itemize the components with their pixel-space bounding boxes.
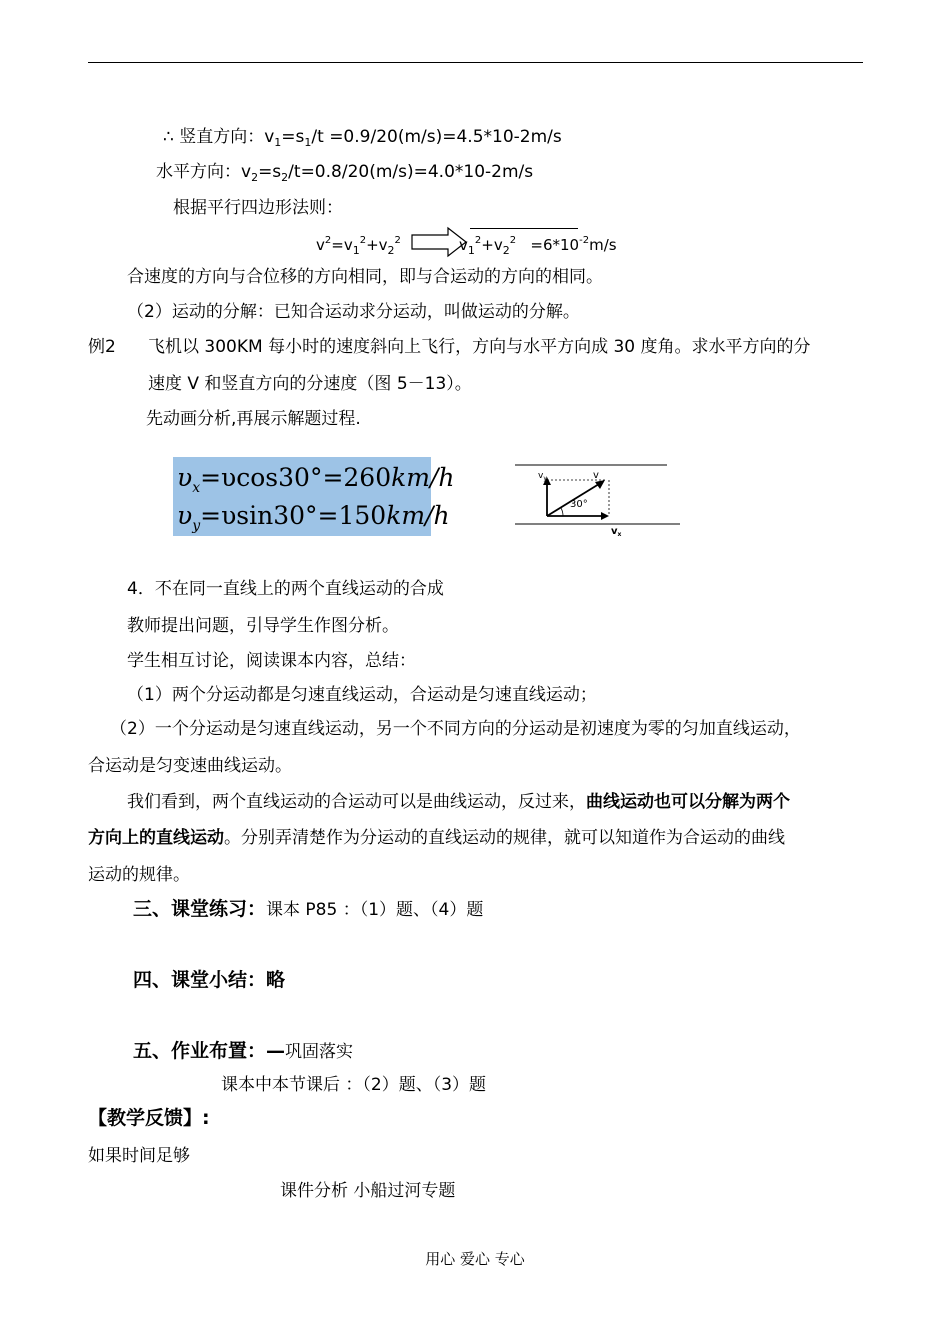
paragraph-8: 运动的规律。 (88, 865, 190, 885)
example-2-line-1: 飞机以 300KM 每小时的速度斜向上飞行，方向与水平方向成 30 度角。求水平方向的分 (148, 337, 811, 357)
decomposition-line: （2）运动的分解：已知合运动求分运动，叫做运动的分解。 (127, 302, 580, 322)
paragraph-6: 我们看到，两个直线运动的合运动可以是曲线运动，反过来，曲线运动也可以分解为两个 (127, 792, 790, 812)
component-formula-box (173, 457, 455, 536)
feedback-line-1: 如果时间足够 (88, 1146, 190, 1166)
header-rule (88, 62, 863, 63)
feedback-line-2: 课件分析 小船过河专题 (280, 1181, 456, 1201)
vertical-velocity-line: ∴ 竖直方向：$v_1=s_1/t =0.9/20(m/s)=4.5*10-2m/s$ (163, 127, 562, 149)
velocity-formula-left: $v^2=v_1^2+v_2^2$ (316, 235, 401, 257)
vy-label: $v_y$ (538, 471, 547, 482)
v-label: v (593, 470, 599, 481)
direction-line: 合速度的方向与合位移的方向相同，即与合运动的方向的相同。 (127, 267, 603, 287)
sqrt-bar (470, 228, 578, 229)
parallelogram-rule-line: 根据平行四边形法则： (173, 198, 343, 218)
vx-label: $v_x$ (611, 526, 622, 538)
paragraph-5: 合运动是匀变速曲线运动。 (88, 756, 292, 776)
section-4-title: 4．不在同一直线上的两个直线运动的合成 (127, 579, 444, 599)
heading-summary: 四、课堂小结：略 (133, 969, 286, 991)
paragraph-4: （2）一个分运动是匀速直线运动，另一个不同方向的分运动是初速度为零的匀加直线运动， (110, 719, 801, 739)
example-2-line-2: 速度 V 和竖直方向的分速度（图 5－13）。 (148, 374, 472, 394)
heading-homework: 五、作业布置：—巩固落实 (133, 1040, 354, 1062)
page-footer: 用心 爱心 专心 (425, 1250, 525, 1268)
velocity-formula-right: $v_1^2+v_2^2$ $=6*10^{-2}m/s$ (459, 235, 617, 257)
velocity-decomposition-figure (510, 458, 685, 543)
paragraph-1: 教师提出问题，引导学生作图分析。 (127, 616, 399, 636)
vx-formula: $\upsilon_x=\upsilon\cos 30^\circ=260km/h$ (177, 463, 455, 496)
horizontal-velocity-line: 水平方向：$v_2=s_2/t=0.8/20(m/s)=4.0*10-2m/s$ (156, 162, 534, 184)
example-2-label: 例2 (88, 337, 116, 357)
paragraph-2: 学生相互讨论，阅读课本内容，总结： (127, 651, 416, 671)
heading-practice: 三、课堂练习：课本 P85 ：（1）题、（4）题 (133, 898, 484, 920)
paragraph-7: 方向上的直线运动。分别弄清楚作为分运动的直线运动的规律，就可以知道作为合运动的曲线 (88, 828, 785, 848)
feedback-heading: 【教学反馈】: (88, 1107, 210, 1129)
homework-detail: 课本中本节课后 ：（2）题、（3）题 (221, 1075, 487, 1095)
angle-label: 30° (570, 499, 588, 510)
vy-formula: $\upsilon_y=\upsilon\sin 30^\circ=150km/h$ (177, 501, 450, 534)
analysis-line: 先动画分析,再展示解题过程. (146, 409, 361, 429)
paragraph-3: （1）两个分运动都是匀速直线运动，合运动是匀速直线运动； (127, 685, 597, 705)
vx-arrowhead (601, 512, 609, 520)
angle-arc (561, 508, 563, 516)
